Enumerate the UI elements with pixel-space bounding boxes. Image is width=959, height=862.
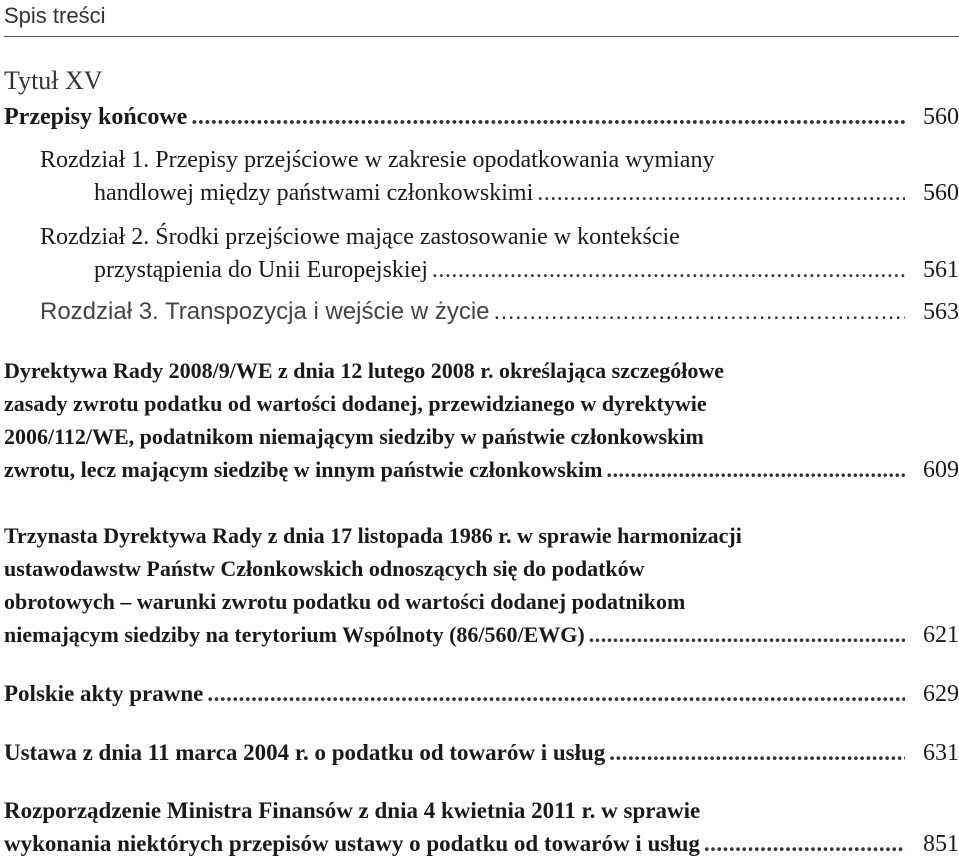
toc-page-number: 851 — [923, 831, 959, 857]
toc-entry-polskie-akty[interactable] — [4, 677, 959, 710]
toc-entry-text: zasady zwrotu podatku od wartości dodanej, przewidzianego w dyrektywie — [4, 391, 707, 416]
toc-entry-text: przystąpienia do Unii Europejskiej — [94, 257, 428, 283]
section-label-tytul: Tytuł XV — [4, 66, 103, 95]
toc-entry-ustawa-2004[interactable] — [4, 736, 959, 769]
toc-entry-text: handlowej między państwami członkowskimi — [94, 180, 534, 206]
toc-entry-text: Polskie akty prawne — [4, 681, 204, 706]
dot-leader — [537, 177, 905, 210]
toc-entry-text: Rozdział 1. Przepisy przejściowe w zakresie opodatkowania wymiany — [40, 147, 715, 173]
toc-entry-text: obrotowych – warunki zwrotu podatku od wartości dodanej podatnikom — [4, 589, 686, 614]
toc-entry-text: Ustawa z dnia 11 marca 2004 r. o podatku od towarów i usług — [4, 740, 606, 765]
toc-entry-text: Rozdział 2. Środki przejściowe mające zastosowanie w kontekście — [40, 224, 680, 250]
toc-entry-text: ustawodawstw Państw Członkowskich odnoszących się do podatków — [4, 556, 645, 581]
toc-entry-rozdzial-2[interactable] — [40, 221, 959, 287]
toc-entry-rozdzial-1[interactable] — [40, 144, 959, 210]
toc-entry-dyrektywa-2008[interactable] — [4, 354, 959, 486]
toc-entry-text: wykonania niektórych przepisów ustawy o podatku od towarów i usług — [4, 831, 700, 856]
toc-entry-przepisy-koncowe[interactable] — [4, 101, 959, 134]
toc-page-number: 621 — [923, 622, 959, 648]
page-header-title: Spis treści — [4, 3, 106, 28]
dot-leader — [207, 677, 905, 710]
toc-page-number: 560 — [923, 104, 959, 130]
toc-page-number: 631 — [923, 740, 959, 766]
dot-leader — [432, 254, 905, 287]
toc-page-number: 609 — [923, 457, 959, 483]
toc-page-number: 561 — [923, 257, 959, 283]
toc-entry-text: Rozdział 3. Transpozycja i wejście w życie — [40, 298, 490, 325]
dot-leader — [191, 101, 905, 134]
dot-leader — [589, 618, 905, 651]
toc-entry-text: Przepisy końcowe — [4, 104, 188, 130]
toc-entry-text: zwrotu, lecz mającym siedzibę w innym państwie członkowskim — [4, 457, 603, 482]
toc-entry-rozporzadzenie-2011[interactable] — [4, 794, 959, 860]
toc-entry-text: Trzynasta Dyrektywa Rady z dnia 17 listopada 1986 r. w sprawie harmonizacji — [4, 523, 742, 548]
toc-entry-rozdzial-3[interactable] — [40, 295, 959, 328]
dot-leader — [609, 736, 905, 769]
dot-leader — [606, 453, 905, 486]
toc-entry-text: Dyrektywa Rady 2008/9/WE z dnia 12 lutego 2008 r. określająca szczegółowe — [4, 358, 725, 383]
toc-entry-trzynasta-dyrektywa[interactable] — [4, 519, 959, 651]
toc-entry-text: 2006/112/WE, podatnikom niemającym siedziby w państwie członkowskim — [4, 424, 704, 449]
toc-entry-text: niemającym siedziby na terytorium Wspólnoty (86/560/EWG) — [4, 622, 585, 647]
toc-page-number: 563 — [923, 299, 959, 325]
dot-leader — [494, 295, 906, 328]
toc-page-number: 560 — [923, 180, 959, 206]
dot-leader — [704, 827, 905, 860]
header-divider — [4, 36, 959, 37]
toc-page-number: 629 — [923, 681, 959, 707]
toc-entry-text: Rozporządzenie Ministra Finansów z dnia 4 kwietnia 2011 r. w sprawie — [4, 798, 701, 823]
